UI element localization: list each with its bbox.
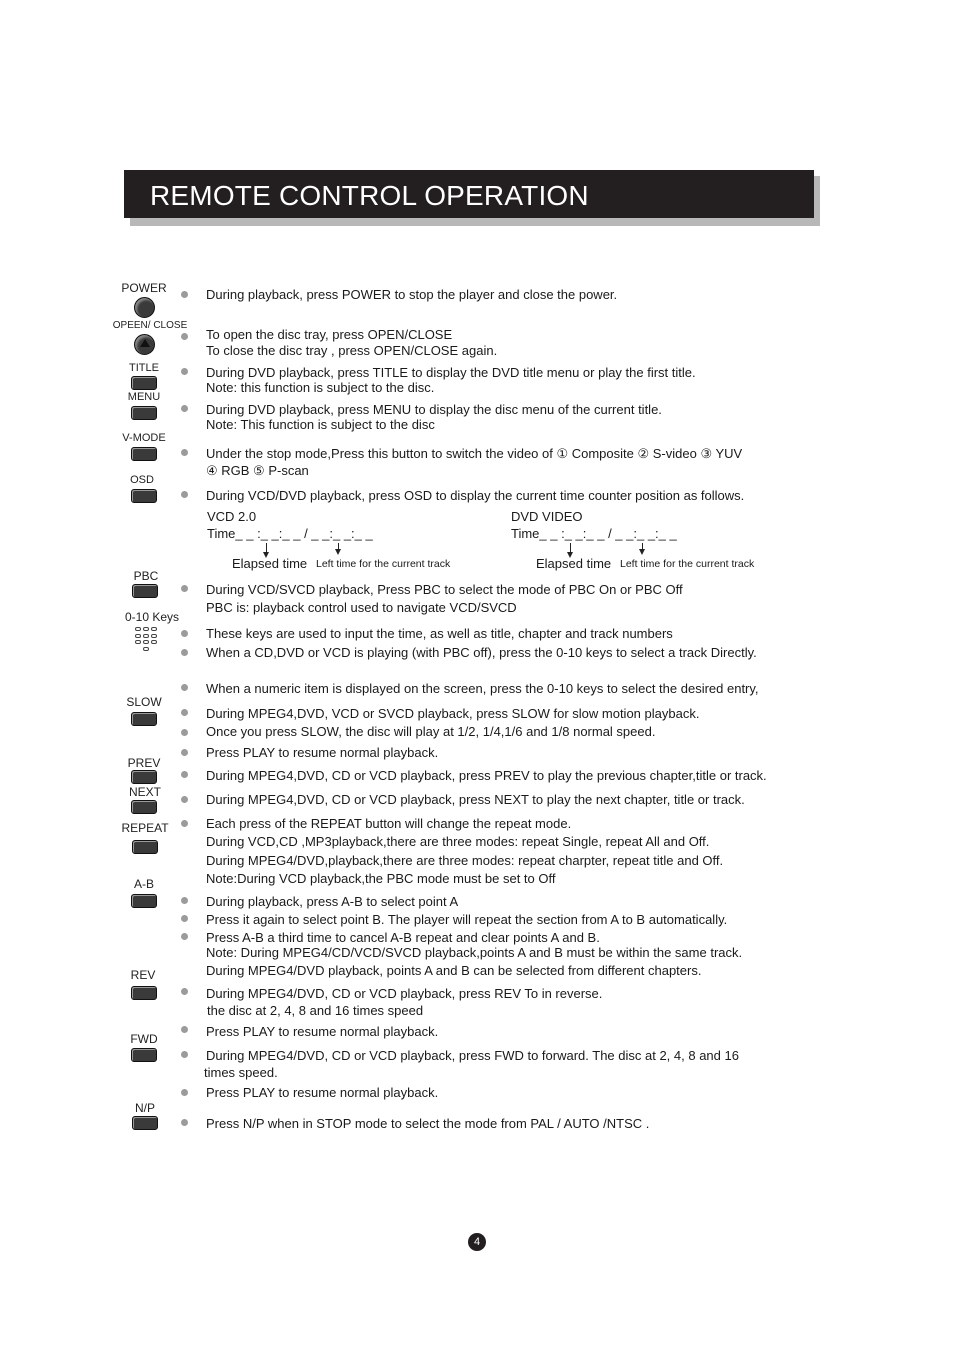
pbc-desc-2: PBC is: playback control used to navigate VCD/SVCD [206, 600, 517, 615]
vcd-heading: VCD 2.0 [207, 509, 257, 524]
title-button-icon [131, 376, 157, 390]
fwd-desc-2: times speed. [204, 1065, 278, 1080]
power-desc: During playback, press POWER to stop the player and close the power. [206, 287, 618, 302]
title-desc-1: During DVD playback, press TITLE to display the DVD title menu or play the first title. [206, 365, 696, 380]
repeat-desc-1: Each press of the REPEAT button will change the repeat mode. [206, 816, 572, 831]
bullet-icon [181, 820, 188, 827]
vcd-time-format: Time_ _ :_ _:_ _ / _ _:_ _:_ _ [207, 526, 373, 541]
rev-desc-1: During MPEG4/DVD, CD or VCD playback, press REV To in reverse. [206, 986, 603, 1001]
bullet-icon [181, 684, 188, 691]
bullet-icon [181, 649, 188, 656]
ab-desc-5: During MPEG4/DVD playback, points A and B can be selected from different chapters. [206, 963, 702, 978]
ab-desc-4: Note: During MPEG4/CD/VCD/SVCD playback,points A and B must be within the same track. [206, 945, 743, 960]
title-bar [124, 170, 814, 218]
vmode-desc-1: Under the stop mode,Press this button to switch the video of ① Composite ② S-video ③ YUV [206, 446, 743, 461]
prev-desc: During MPEG4,DVD, CD or VCD playback, press PREV to play the previous chapter,title or track. [206, 768, 767, 783]
next-desc: During MPEG4,DVD, CD or VCD playback, press NEXT to play the next chapter, title or track. [206, 792, 745, 807]
menu-label: MENU [127, 391, 161, 403]
open-desc-2: To close the disc tray , press OPEN/CLOSE again. [206, 343, 498, 358]
rev-desc-3: Press PLAY to resume normal playback. [206, 1024, 439, 1039]
pbc-label: PBC [133, 569, 159, 583]
dvd-elapsed-label: Elapsed time [536, 556, 612, 571]
bullet-icon [181, 771, 188, 778]
bullet-icon [181, 796, 188, 803]
bullet-icon [181, 1051, 188, 1058]
repeat-desc-2: During VCD,CD ,MP3playback,there are three modes: repeat Single, repeat All and Off. [206, 834, 710, 849]
bullet-icon [181, 333, 188, 340]
keys-label: 0-10 Keys [124, 610, 180, 624]
bullet-icon [181, 449, 188, 456]
rev-button-icon [131, 986, 157, 1000]
np-desc: Press N/P when in STOP mode to select the mode from PAL / AUTO /NTSC . [206, 1116, 650, 1131]
vmode-button-icon [131, 447, 157, 461]
fwd-label: FWD [130, 1032, 158, 1046]
osd-desc: During VCD/DVD playback, press OSD to display the current time counter position as follows. [206, 488, 745, 503]
dvd-time-format: Time_ _ :_ _:_ _ / _ _:_ _:_ _ [511, 526, 677, 541]
bullet-icon [181, 630, 188, 637]
bullet-icon [181, 585, 188, 592]
osd-button-icon [131, 489, 157, 503]
repeat-label: REPEAT [121, 821, 169, 835]
bullet-icon [181, 933, 188, 940]
vmode-label: V-MODE [122, 432, 166, 444]
np-button-icon [132, 1116, 158, 1130]
page-number-badge: 4 [468, 1233, 486, 1251]
slow-label: SLOW [126, 695, 162, 709]
bullet-icon [181, 291, 188, 298]
bullet-icon [181, 1089, 188, 1096]
open-desc-1: To open the disc tray, press OPEN/CLOSE [206, 327, 453, 342]
ab-button-icon [131, 894, 157, 908]
bullet-icon [181, 405, 188, 412]
slow-desc-3: Press PLAY to resume normal playback. [206, 745, 439, 760]
page-title: REMOTE CONTROL OPERATION [150, 180, 589, 211]
repeat-desc-4: Note:During VCD playback,the PBC mode must be set to Off [206, 871, 556, 886]
slow-desc-1: During MPEG4,DVD, VCD or SVCD playback, press SLOW for slow motion playback. [206, 706, 700, 721]
vmode-desc-2: ④ RGB ⑤ P-scan [206, 463, 309, 478]
bullet-icon [181, 897, 188, 904]
pbc-desc-1: During VCD/SVCD playback, Press PBC to select the mode of PBC On or PBC Off [206, 582, 683, 597]
menu-desc-2: Note: This function is subject to the disc [206, 417, 435, 432]
repeat-button-icon [132, 840, 158, 854]
menu-desc-1: During DVD playback, press MENU to display the disc menu of the current title. [206, 402, 662, 417]
rev-label: REV [130, 968, 156, 982]
bullet-icon [181, 368, 188, 375]
bullet-icon [181, 1026, 188, 1033]
bullet-icon [181, 729, 188, 736]
bullet-icon [181, 915, 188, 922]
power-button-icon [134, 297, 155, 318]
keys-desc-2: When a CD,DVD or VCD is playing (with PBC off), press the 0-10 keys to select a track Directly. [206, 645, 757, 660]
slow-desc-2: Once you press SLOW, the disc will play at 1/2, 1/4,1/6 and 1/8 normal speed. [206, 724, 656, 739]
title-label: TITLE [129, 362, 159, 374]
prev-label: PREV [127, 756, 161, 770]
ab-label: A-B [133, 877, 154, 891]
vcd-left-label: Left time for the current track [316, 558, 451, 570]
repeat-desc-3: During MPEG4/DVD,playback,there are three modes: repeat charpter, repeat title and Off. [206, 853, 724, 868]
bullet-icon [181, 749, 188, 756]
title-desc-2: Note: this function is subject to the disc. [206, 380, 435, 395]
eject-button-icon [134, 334, 155, 355]
eject-triangle-icon [140, 339, 150, 347]
next-label: NEXT [128, 785, 161, 799]
bullet-icon [181, 1119, 188, 1126]
vcd-left-arrow-icon [338, 543, 339, 550]
ab-desc-3: Press A-B a third time to cancel A-B repeat and clear points A and B. [206, 930, 600, 945]
ab-desc-2: Press it again to select point B. The player will repeat the section from A to B automatically. [206, 912, 728, 927]
fwd-desc-3: Press PLAY to resume normal playback. [206, 1085, 439, 1100]
dvd-left-arrow-icon [642, 543, 643, 550]
ab-desc-1: During playback, press A-B to select point A [206, 894, 459, 909]
vcd-elapsed-arrow-icon [266, 543, 267, 553]
slow-button-icon [131, 712, 157, 726]
power-label: POWER [121, 281, 167, 295]
numeric-keypad-icon [135, 627, 157, 651]
dvd-elapsed-arrow-icon [570, 543, 571, 553]
bullet-icon [181, 709, 188, 716]
open-close-label: OPEEN/ CLOSE [112, 320, 188, 331]
np-label: N/P [134, 1101, 155, 1115]
fwd-desc-1: During MPEG4/DVD, CD or VCD playback, press FWD to forward. The disc at 2, 4, 8 and 16 [206, 1048, 739, 1063]
menu-button-icon [131, 406, 157, 420]
pbc-button-icon [132, 584, 158, 598]
next-button-icon [131, 800, 157, 814]
osd-label: OSD [130, 474, 154, 486]
bullet-icon [181, 491, 188, 498]
keys-desc-1: These keys are used to input the time, as well as title, chapter and track numbers [206, 626, 673, 641]
prev-button-icon [131, 770, 157, 784]
rev-desc-2: the disc at 2, 4, 8 and 16 times speed [207, 1003, 424, 1018]
dvd-heading: DVD VIDEO [511, 509, 583, 524]
fwd-button-icon [131, 1048, 157, 1062]
bullet-icon [181, 988, 188, 995]
keys-desc-3: When a numeric item is displayed on the screen, press the 0-10 keys to select the desired entry, [206, 681, 759, 696]
vcd-elapsed-label: Elapsed time [232, 556, 308, 571]
dvd-left-label: Left time for the current track [620, 558, 755, 570]
